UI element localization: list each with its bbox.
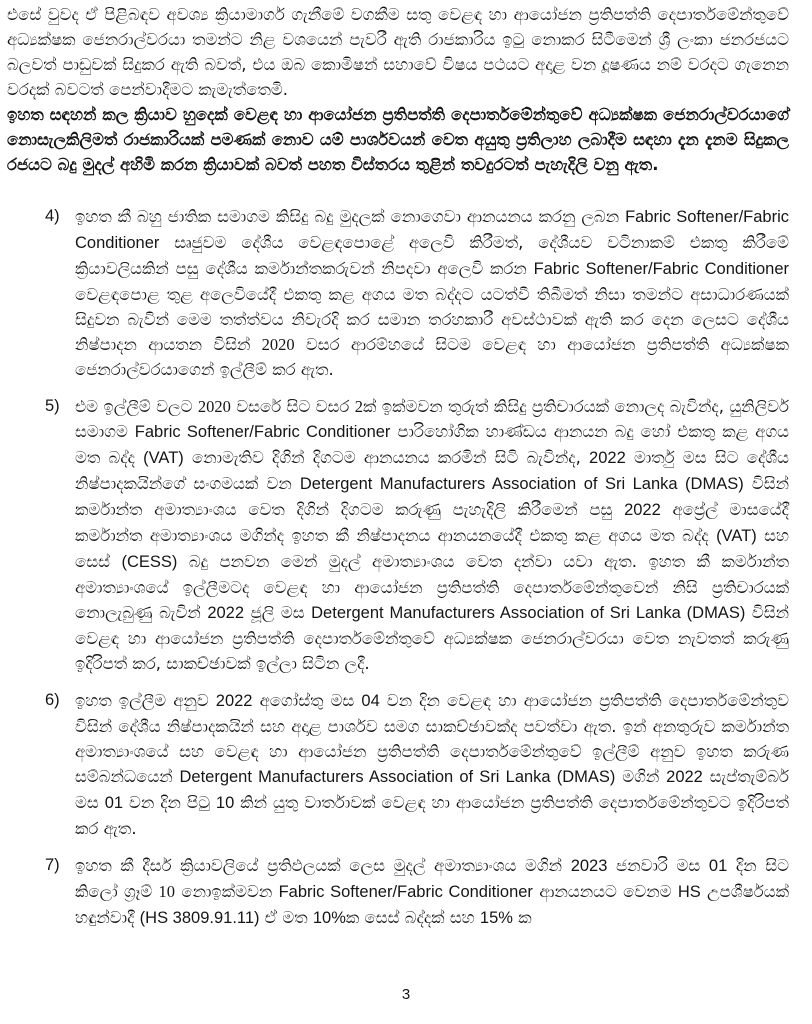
item-marker-5: 5)	[45, 397, 60, 415]
item-marker-4: 4)	[45, 207, 60, 225]
list-item-6	[7, 688, 789, 841]
item-text-5: එම ඉල්ලීම් වලට 2020 වසරේ සිට වසර 2ක් ඉක්මවන තුරුත් කිසිදු ප්‍රතිචාරයක් නොලද බැවින්ද, යුනිලිවර් සමාගම Fabric Softener/Fabric Conditioner පාරිහෝගික හාණ්ඩය ආනයන බදු හෝ එකතු කළ අගය මත බද්ද (VAT) නොමැතිව දිගින් දිගටම ආනයනය කරමින් සිටි බැවින්ද, 2022 මාර්තු මස සිට දේශීය නිෂ්පාදකයින්ගේ සංගමයක් වන Detergent Manufacturers Association of Sri Lanka (DMAS) විසින් කර්මාන්ත අමාත්‍යාංශය වෙත දිගින් දිගටම කරුණු පැහැදිලි කිරීමෙන් පසු 2022 අප්‍රේල් මාසයේදී කර්මාන්ත අමාත්‍යාංශය මගින්ද ඉහත කී නිෂ්පාදනය ආනයනයේදී එකතු කළ අගය මත බද්ද (VAT) සහ සෙස් (CESS) බදු පනවන මෙන් මුදල් අමාත්‍යාංශය වෙත දන්වා යවා ඇත. ඉහත කී කර්මාන්ත අමාත්‍යාංශයේ ඉල්ලීමටද වෙළඳ හා ආයෝජන ප්‍රතිපත්ති දෙපාර්තමේන්තුවෙන් නිසි ප්‍රතිචාරයක් නොලැබුණු බැවින් 2022 ජූලි මස Detergent Manufacturers Association of Sri Lanka (DMAS) විසින් වෙළඳ හා ආයෝජන ප්‍රතිපත්ති දෙපාර්තමේන්තුවේ අධ්‍යක්ෂක ජෙනරාල්වරයා වෙත නැවතත් කරුණු ඉදිරිපත් කර, සාකච්ඡාවක් ඉල්ලා සිටින ලදී.	[75, 397, 789, 673]
document-content	[7, 2, 789, 931]
list-item-5	[7, 394, 789, 676]
item-marker-7: 7)	[45, 856, 60, 874]
intro-paragraph-1: එසේ වුවද ඒ පිළිබඳව අවශ්‍ය ක්‍රියාමාර්ග ගැනීමේ වගකීම සතු වෙළඳ හා ආයෝජන ප්‍රතිපත්ති දෙපාර්තමේන්තුවේ අධ්‍යක්ෂක ජෙනරාල්වරයා තමන්ට නිළ වශයෙන් පැවරී ඇති රාජකාරිය ඉටු නොකර සිටීමෙන් ශ්‍රී ලංකා ජනරජයට බලවත් පාඩුවක් සිදුකර ඇති බවත්, එය ඔබ කොමිෂන් සහාවේ විෂය පථයට අදාළ වන දූෂණය නම් වරදට ගැනෙන වරදක් බවටත් පෙන්වාදීමට කැමැත්තෙමි.	[7, 5, 789, 99]
list-item-7	[7, 853, 789, 931]
list-item-4	[7, 204, 789, 382]
page-number: 3	[401, 986, 411, 1003]
item-text-7: ඉහත කී දීර්ස ක්‍රියාවලියේ ප්‍රතිඵලයක් ලෙස මුදල් අමාත්‍යාංශය මගින් 2023 ජනවාරි මස 01 දින සිට කිලෝ ග්‍රෑම් 10 නොඉක්මවන Fabric Softener/Fabric Conditioner ආනයනයට වෙනම HS උපශීර්ෂයක් හඳුන්වාදී (HS 3809.91.11) ඒ මත 10%ක සෙස් බද්දක් සහ 15% ක	[75, 856, 789, 927]
item-text-4: ඉහත කී බහු ජාතික සමාගම කිසිදු බදු මුදලක් නොගෙවා ආනයනය කරනු ලබන Fabric Softener/Fabric Conditioner සෘජුවම දේශීය වෙළඳපොළේ අලෙවි කිරීමත්, දේශීයව වටිනාකම් එකතු කිරීමේ ක්‍රියාවලියකින් පසු දේශීය කර්මාන්තකරුවන් නිපදවා අලෙවි කරන Fabric Softener/Fabric Conditioner වෙළඳපොළ තුළ අලෙවියේදී එකතු කළ අගය මත බද්දට යටත්වී තිබීමත් නිසා තමන්ට අසාධාරණයක් සිදුවන බැවින් මෙම තත්ත්වය නිවැරදි කර සමාන තරහකාරී අවස්ථාවක් ඇති කර දෙන ලෙසට දේශීය නිෂ්පාදන ආයතන විසින් 2020 වසර ආරම්හයේ සිටම වෙළඳ හා ආයෝජන ප්‍රතිපත්ති අධ්‍යක්ෂක ජෙනරාල්වරයාගෙන් ඉල්ලීම් කර ඇත.	[75, 207, 790, 379]
intro-paragraph-2-bold: ඉහත සඳහන් කල ක්‍රියාව හුදෙක් වෙළඳ හා ආයෝජන ප්‍රතිපත්ති දෙපාර්තමේන්තුවේ අධ්‍යක්ෂක ජෙනරාල්වරයාගේ නොසැලකිලිමත් රාජකාරියක් පමණක් නොව යම් පාර්ශවයන් වෙත අයුතු ප්‍රතිලාහ ලබාදීම සඳහා දැන දැනම සිදුකල රජයට බදු මුදල් අහිමි කරන ක්‍රියාවක් බවත් පහත විස්තරය තුළින් තවදුරටත් පැහැදිලි වනු ඇත.	[7, 105, 789, 174]
item-marker-6: 6)	[45, 691, 60, 709]
item-text-6: ඉහත ඉල්ලීම අනුව 2022 අගෝස්තු මස 04 වන දින වෙළඳ හා ආයෝජන ප්‍රතිපත්ති දෙපාර්තමේන්තුව විසින් දේශීය නිෂ්පාදකයින් සහ අදාළ පාර්ශව සමග සාකච්ඡාවක්ද පවත්වා ඇත. ඉන් අනතුරුව කර්මාන්ත අමාත්‍යාංශයේ සහ වෙළඳ හා ආයෝජන ප්‍රතිපත්ති දෙපාර්තමේන්තුවේ ඉල්ලීම් අනුව ඉහත කරුණ සම්බන්ධයෙන් Detergent Manufacturers Association of Sri Lanka (DMAS) මගින් 2022 සැප්තැම්බර් මස 01 වන දින පිටු 10 කින් යුතු වාර්තාවක් වෙළඳ හා ආයෝජන ප්‍රතිපත්ති දෙපාර්තමේන්තුවට ඉදිරිපත් කර ඇත.	[75, 691, 789, 838]
